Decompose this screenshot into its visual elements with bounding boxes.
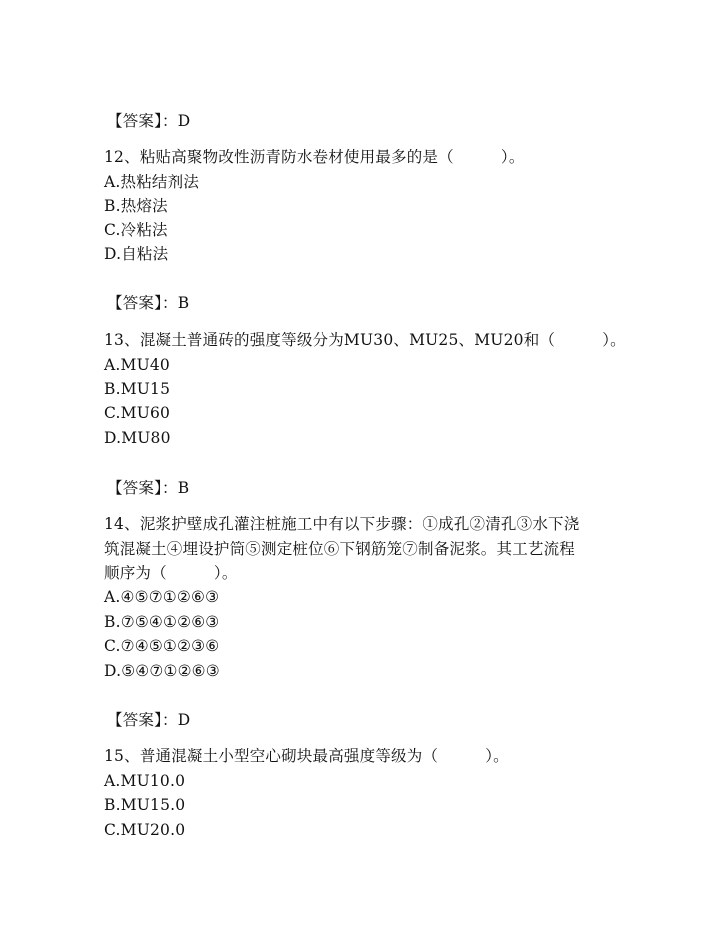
answer-line: 【答案】：D bbox=[107, 112, 191, 130]
question-line: 13、混凝土普通砖的强度等级分为MU30、MU25、MU20和（ ）。 bbox=[104, 331, 626, 349]
option-line: D.⑤④⑦①②⑥③ bbox=[104, 662, 220, 680]
option-line: C.冷粘法 bbox=[104, 221, 168, 239]
option-line: D.自粘法 bbox=[104, 245, 169, 263]
answer-line: 【答案】：D bbox=[107, 711, 191, 729]
option-line: B.MU15 bbox=[104, 380, 171, 398]
option-line: C.⑦④⑤①②③⑥ bbox=[104, 637, 220, 655]
option-line: D.MU80 bbox=[104, 429, 171, 447]
question-line: 15、普通混凝土小型空心砌块最高强度等级为（ ）。 bbox=[104, 747, 509, 765]
option-line: B.⑦⑤④①②⑥③ bbox=[104, 613, 220, 631]
option-line: C.MU60 bbox=[104, 404, 171, 422]
option-line: C.MU20.0 bbox=[104, 821, 186, 839]
question-line: 顺序为（ ）。 bbox=[104, 564, 238, 582]
answer-line: 【答案】：B bbox=[107, 479, 190, 497]
option-line: A.热粘结剂法 bbox=[104, 173, 200, 191]
option-line: A.MU10.0 bbox=[104, 772, 186, 790]
question-line: 12、粘贴高聚物改性沥青防水卷材使用最多的是（ ）。 bbox=[104, 148, 525, 166]
question-line: 筑混凝土④埋设护筒⑤测定桩位⑥下钢筋笼⑦制备泥浆。其工艺流程 bbox=[104, 540, 576, 558]
option-line: A.MU40 bbox=[104, 356, 170, 374]
option-line: B.MU15.0 bbox=[104, 796, 186, 814]
option-line: A.④⑤⑦①②⑥③ bbox=[104, 588, 220, 606]
answer-line: 【答案】：B bbox=[107, 294, 190, 312]
option-line: B.热熔法 bbox=[104, 197, 168, 215]
question-line: 14、泥浆护壁成孔灌注桩施工中有以下步骤：①成孔②清孔③水下浇 bbox=[104, 515, 580, 533]
